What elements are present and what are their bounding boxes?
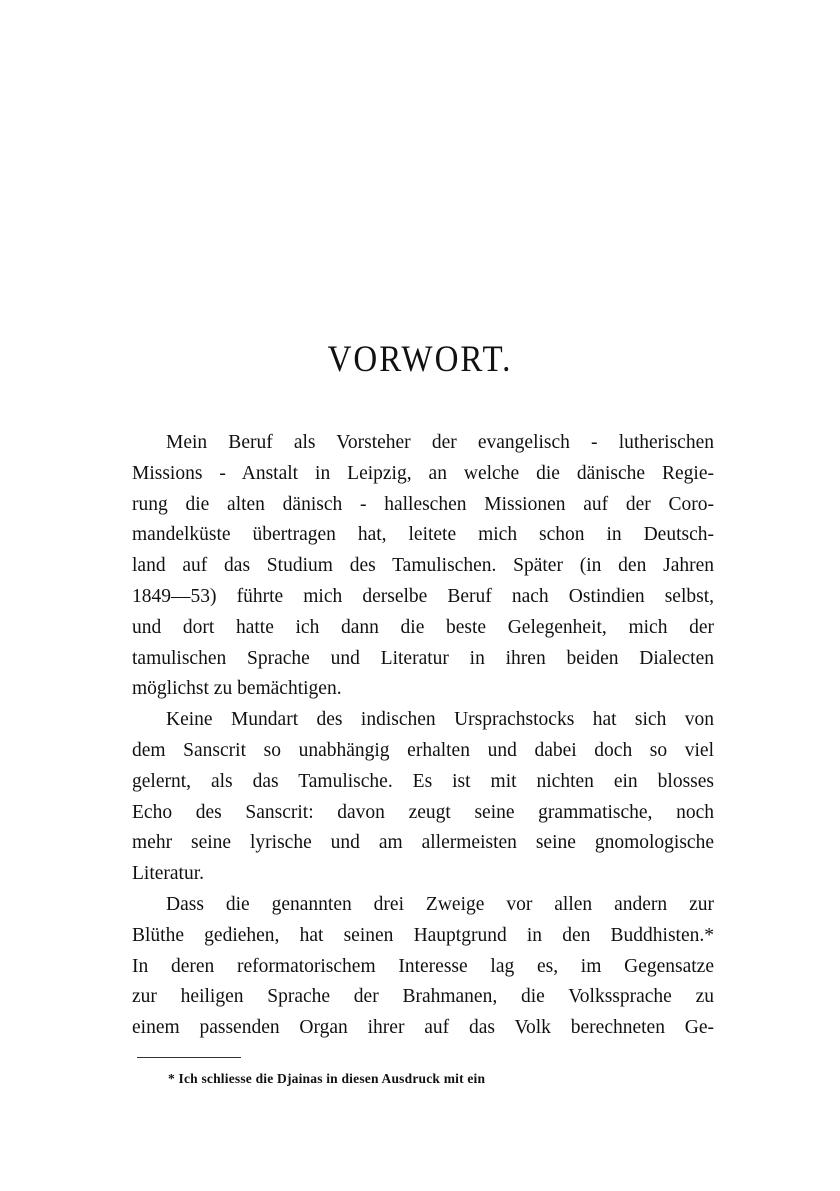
text-line: Missions - Anstalt in Leipzig, an welche die dänische Regie- [132,462,714,484]
text-line: Echo des Sanscrit: davon zeugt seine grammatische, noch [132,801,714,823]
text-line: möglichst zu bemächtigen. [132,678,342,700]
text-line: mehr seine lyrische und am allermeisten seine gnomologische [132,832,714,854]
text-line: einem passenden Organ ihrer auf das Volk berechneten Ge- [132,1017,714,1039]
paragraph-3 [132,890,714,1044]
text-line: mandelküste übertragen hat, leitete mich schon in Deutsch- [132,524,714,546]
paragraph-2 [132,705,714,890]
text-line: und dort hatte ich dann die beste Gelegenheit, mich der [132,616,714,638]
text-line: Literatur. [132,863,205,885]
text-line: In deren reformatorischem Interesse lag es, im Gegensatze [132,955,714,977]
body-text [132,428,714,1044]
paragraph-1 [132,428,714,705]
page-title: VORWORT. [327,339,513,380]
text-line: 1849—53) führte mich derselbe Beruf nach Ostindien selbst, [132,585,714,607]
text-line: Blüthe gediehen, hat seinen Hauptgrund in den Buddhisten.* [132,924,714,946]
text-line: Mein Beruf als Vorsteher der evangelisch - lutherischen [166,432,714,453]
footnote: * Ich schliesse die Djainas in diesen Ausdruck mit ein [168,1071,486,1086]
text-line: rung die alten dänisch - halleschen Missionen auf der Coro- [132,493,714,515]
text-line: dem Sanscrit so unabhängig erhalten und dabei doch so viel [132,739,714,761]
text-line: land auf das Studium des Tamulischen. Später (in den Jahren [132,555,714,577]
text-line: zur heiligen Sprache der Brahmanen, die Volkssprache zu [132,986,714,1008]
text-line: Keine Mundart des indischen Ursprachstocks hat sich von [166,709,714,731]
text-line: tamulischen Sprache und Literatur in ihren beiden Dialecten [132,647,714,669]
text-line: Dass die genannten drei Zweige vor allen andern zur [166,893,714,915]
text-line: gelernt, als das Tamulische. Es ist mit nichten ein blosses [132,770,714,792]
footnote-divider [137,1057,241,1058]
